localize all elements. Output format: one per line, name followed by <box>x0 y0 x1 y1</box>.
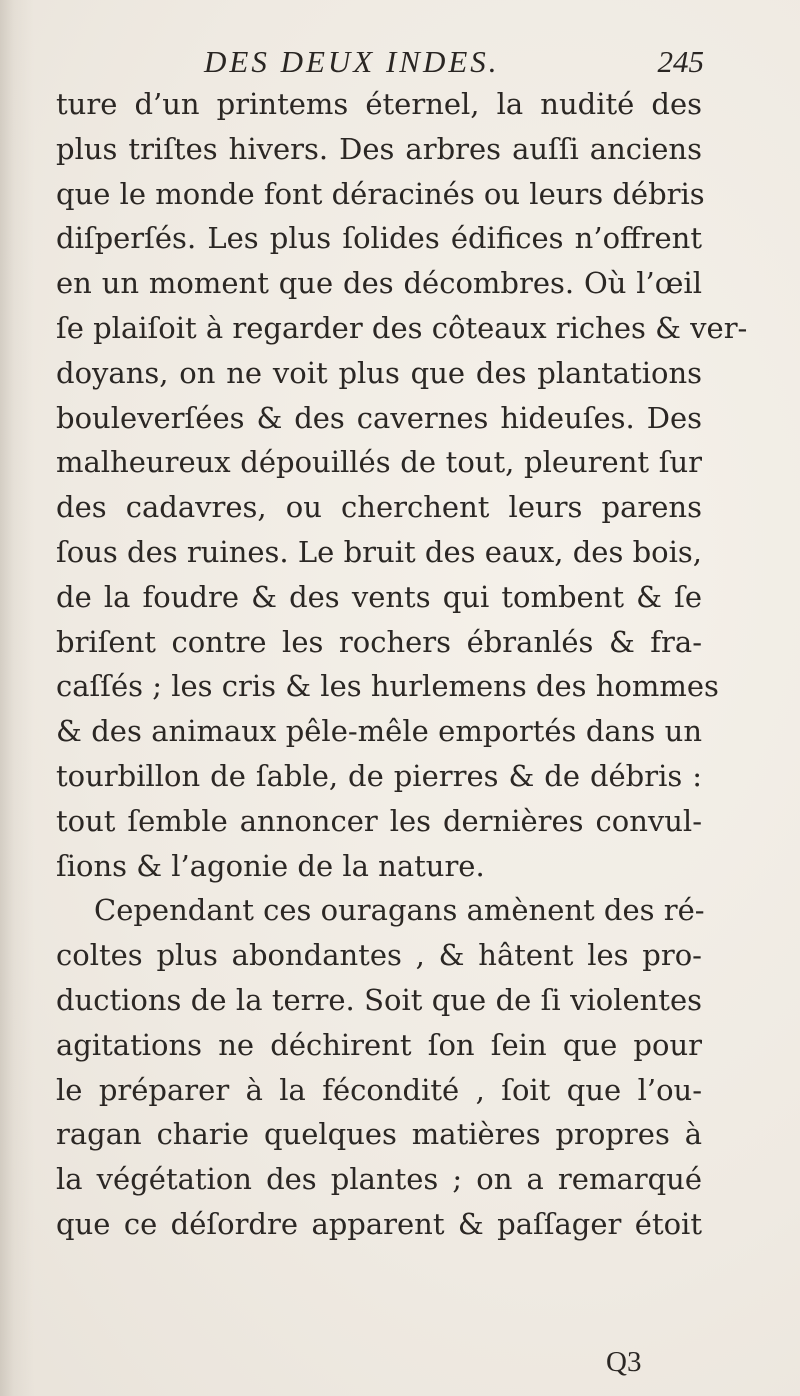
text-line: des cadavres, ou cherchent leurs parens <box>56 490 702 525</box>
text-line: & des animaux pêle-mêle emportés dans un <box>56 714 702 749</box>
text-line: ſe plaiſoit à regarder des côteaux riches & ver- <box>56 310 748 345</box>
page-number: 245 <box>657 44 704 79</box>
text-line: que le monde font déracinés ou leurs débris <box>56 176 705 211</box>
body-text <box>56 82 748 1247</box>
text-line: tourbillon de ſable, de pierres & de débris : <box>56 758 702 793</box>
text-line: ſous des ruines. Le bruit des eaux, des bois, <box>56 534 702 569</box>
text-line: en un moment que des décombres. Où l’œil <box>56 266 702 301</box>
text-line: plus triſtes hivers. Des arbres auſſi anciens <box>56 131 702 166</box>
text-line: tout ſemble annoncer les dernières convul- <box>56 803 702 838</box>
text-line: ture d’un printems éternel, la nudité des <box>56 87 702 121</box>
running-title: DES DEUX INDES. <box>204 44 500 79</box>
text-line: le préparer à la fécondité , ſoit que l’ou- <box>56 1072 702 1107</box>
text-line: ragan charie quelques matières propres à <box>56 1117 702 1152</box>
running-head <box>204 44 704 84</box>
text-line: agitations ne déchirent ſon ſein que pour <box>56 1027 702 1062</box>
text-line: doyans, on ne voit plus que des plantations <box>56 355 702 390</box>
text-line: de la foudre & des vents qui tombent & ſe <box>56 579 702 614</box>
text-line: caſſés ; les cris & les hurlemens des hommes <box>56 669 719 704</box>
signature-mark: Q3 <box>606 1346 642 1378</box>
text-line: malheureux dépouillés de tout, pleurent ſur <box>56 445 702 480</box>
text-line-paragraph-start: Cependant ces ouragans amènent des ré- <box>94 893 705 928</box>
text-line: coltes plus abondantes , & hâtent les pro- <box>56 938 702 973</box>
text-line: que ce déſordre apparent & paſſager étoit <box>56 1206 702 1241</box>
text-line: ductions de la terre. Soit que de ſi violentes <box>56 982 702 1017</box>
text-line-paragraph-end: ſions & l’agonie de la nature. <box>56 848 485 883</box>
text-line: la végétation des plantes ; on a remarqué <box>56 1162 702 1197</box>
text-line: diſperſés. Les plus ſolides édifices n’offrent <box>56 221 702 256</box>
text-line: bouleverſées & des cavernes hideuſes. Des <box>56 400 702 435</box>
text-line: briſent contre les rochers ébranlés & fra- <box>56 624 702 659</box>
